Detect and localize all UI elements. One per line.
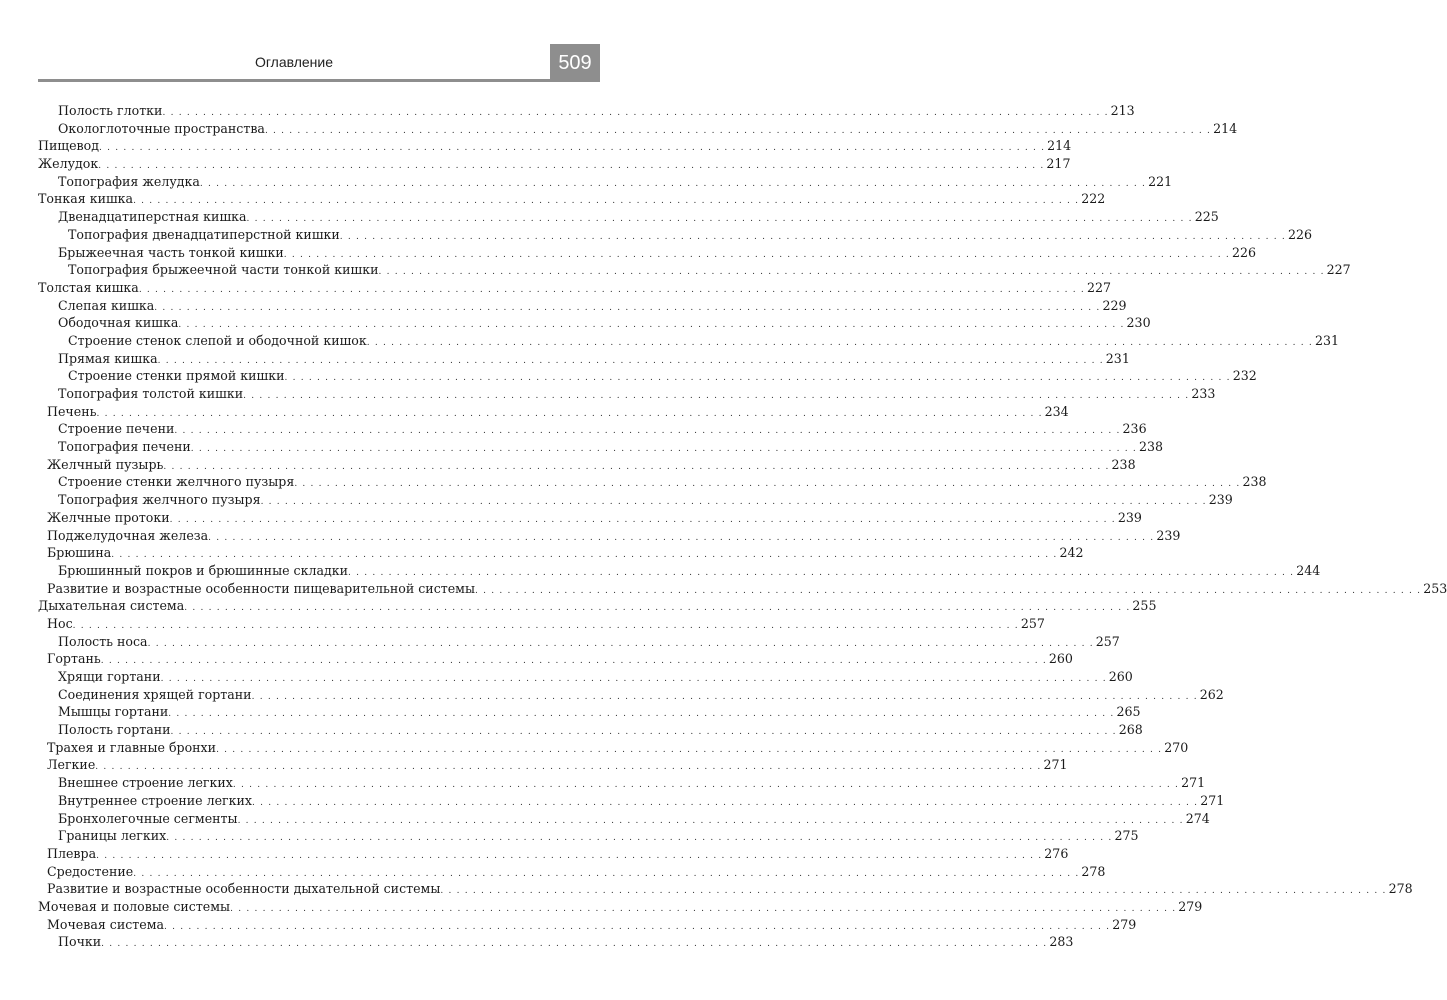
dot-leader xyxy=(95,756,1041,774)
dot-leader xyxy=(163,456,1109,474)
toc-entry-title: Печень xyxy=(47,403,97,419)
dot-leader xyxy=(162,102,1108,120)
toc-entry-page: 242 xyxy=(1059,545,1084,561)
toc-entry-title: Гортань xyxy=(47,651,101,667)
dot-leader xyxy=(284,244,1230,262)
toc-entry-page: 257 xyxy=(1020,615,1045,631)
toc-entry-page: 271 xyxy=(1200,792,1225,808)
toc-entry-title: Легкие xyxy=(47,757,96,773)
toc-entry-page: 260 xyxy=(1108,669,1133,684)
toc-entry-title: Полость глотки xyxy=(58,103,163,118)
page-header xyxy=(38,44,600,82)
toc-entry-title: Двенадцатиперстная кишка xyxy=(58,209,247,225)
toc-entry xyxy=(38,615,1045,633)
dot-leader xyxy=(154,297,1100,315)
toc-entry-page: 227 xyxy=(1326,262,1351,278)
toc-entry xyxy=(38,350,1130,368)
toc-entry xyxy=(38,155,1071,173)
toc-entry xyxy=(38,650,1073,668)
dot-leader xyxy=(200,173,1146,191)
toc-entry xyxy=(38,438,1163,456)
dot-leader xyxy=(208,527,1154,545)
toc-entry-title: Средостение xyxy=(47,863,134,879)
toc-entry-page: 271 xyxy=(1181,775,1206,791)
dot-leader xyxy=(96,403,1042,421)
dot-leader xyxy=(111,544,1057,562)
toc-entry xyxy=(38,597,1157,615)
toc-entry-page: 255 xyxy=(1132,598,1157,614)
dot-leader xyxy=(170,509,1116,527)
running-title: Оглавление xyxy=(254,54,334,70)
dot-leader xyxy=(139,279,1085,297)
toc-entry xyxy=(38,190,1106,208)
toc-entry-title: Брыжеечная часть тонкой кишки xyxy=(58,244,284,260)
toc-entry xyxy=(38,880,1413,898)
toc-entry-page: 278 xyxy=(1388,881,1413,897)
toc-entry-title: Внешнее строение легких xyxy=(58,775,233,791)
toc-entry-title: Мочевая система xyxy=(47,916,165,932)
toc-entry-title: Ободочная кишка xyxy=(58,315,179,331)
dot-leader xyxy=(238,810,1184,828)
toc-entry xyxy=(38,739,1189,757)
toc-entry-page: 236 xyxy=(1122,421,1147,437)
toc-entry-title: Брюшина xyxy=(47,545,112,561)
toc-entry xyxy=(38,863,1106,881)
toc-entry-page: 270 xyxy=(1164,739,1189,755)
toc-entry xyxy=(38,580,1447,598)
toc-entry-title: Мышцы гортани xyxy=(58,704,169,720)
toc-entry-title: Плевра xyxy=(47,845,97,861)
toc-entry xyxy=(38,810,1210,828)
toc-entry-title: Хрящи гортани xyxy=(58,669,161,684)
dot-leader xyxy=(171,721,1117,739)
toc-entry-title: Соединения хрящей гортани xyxy=(58,686,252,702)
toc-entry xyxy=(38,403,1069,421)
toc-entry-title: Строение стенок слепой и ободочной кишок xyxy=(68,332,367,348)
toc-entry xyxy=(38,756,1068,774)
dot-leader xyxy=(340,226,1286,244)
header-rule xyxy=(38,79,550,82)
toc-entry-page: 221 xyxy=(1148,173,1173,189)
toc-entry-page: 233 xyxy=(1191,386,1216,401)
dot-leader xyxy=(168,703,1114,721)
toc-entry xyxy=(38,721,1143,739)
toc-entry xyxy=(38,367,1257,385)
toc-entry-page: 231 xyxy=(1314,332,1339,348)
dot-leader xyxy=(148,633,1094,651)
dot-leader xyxy=(265,120,1211,138)
toc-entry-title: Внутреннее строение легких xyxy=(58,792,253,808)
toc-entry-page: 239 xyxy=(1156,527,1181,543)
dot-leader xyxy=(252,792,1198,810)
dot-leader xyxy=(252,686,1198,704)
toc-entry-page: 231 xyxy=(1105,350,1130,366)
toc-entry xyxy=(38,473,1267,491)
toc-entry-page: 217 xyxy=(1046,156,1071,172)
dot-leader xyxy=(161,668,1107,686)
toc-entry xyxy=(38,898,1203,916)
toc-entry-page: 239 xyxy=(1117,509,1142,525)
dot-leader xyxy=(440,880,1386,898)
dot-leader xyxy=(166,827,1112,845)
toc-entry-page: 214 xyxy=(1213,120,1238,136)
dot-leader xyxy=(230,898,1176,916)
dot-leader xyxy=(247,208,1193,226)
dot-leader xyxy=(184,597,1130,615)
toc-entry-page: 227 xyxy=(1087,279,1112,295)
toc-entry-page: 230 xyxy=(1126,315,1151,331)
dot-leader xyxy=(348,562,1294,580)
dot-leader xyxy=(101,933,1047,951)
dot-leader xyxy=(475,580,1421,598)
dot-leader xyxy=(243,385,1189,403)
toc-entry-title: Топография брыжеечной части тонкой кишки xyxy=(68,262,379,278)
dot-leader xyxy=(133,863,1079,881)
toc-entry-page: 222 xyxy=(1081,191,1106,207)
toc-entry xyxy=(38,244,1256,262)
toc-entry-page: 238 xyxy=(1242,474,1267,490)
toc-entry-title: Мочевая и половые системы xyxy=(38,898,231,914)
dot-leader xyxy=(98,155,1044,173)
dot-leader xyxy=(294,473,1240,491)
toc-entry xyxy=(38,120,1238,138)
dot-leader xyxy=(73,615,1019,633)
toc-entry-title: Прямая кишка xyxy=(58,350,158,366)
dot-leader xyxy=(191,438,1137,456)
toc-entry xyxy=(38,491,1233,509)
toc-entry-page: 276 xyxy=(1044,845,1069,861)
toc-entry xyxy=(38,792,1225,810)
toc-entry-title: Желудок xyxy=(38,156,99,172)
toc-entry xyxy=(38,385,1216,403)
toc-entry xyxy=(38,827,1139,845)
toc-entry-page: 274 xyxy=(1185,810,1210,826)
toc-entry xyxy=(38,261,1351,279)
toc-entry-page: 278 xyxy=(1081,863,1106,879)
toc-entry-page: 271 xyxy=(1043,757,1068,773)
toc-entry xyxy=(38,102,1135,120)
toc-entry xyxy=(38,774,1206,792)
toc-entry-title: Окологлоточные пространства xyxy=(58,120,265,136)
toc-entry-title: Топография печени xyxy=(58,439,191,455)
toc-entry-title: Топография двенадцатиперстной кишки xyxy=(68,226,340,242)
dot-leader xyxy=(178,314,1124,332)
toc-entry-title: Топография толстой кишки xyxy=(58,386,244,401)
toc-entry-title: Дыхательная система xyxy=(38,598,185,614)
dot-leader xyxy=(96,845,1042,863)
toc-entry xyxy=(38,509,1142,527)
toc-entry-title: Пищевод xyxy=(38,138,99,154)
toc-entry-title: Нос xyxy=(47,615,73,631)
toc-entry xyxy=(38,527,1181,545)
toc-entry xyxy=(38,173,1173,191)
dot-leader xyxy=(378,261,1324,279)
toc-entry xyxy=(38,226,1313,244)
toc-entry-title: Развитие и возрастные особенности дыхательной системы xyxy=(47,881,441,897)
toc-entry-title: Поджелудочная железа xyxy=(47,527,209,543)
toc-entry-title: Развитие и возрастные особенности пищеварительной системы xyxy=(47,580,475,596)
toc-entry-title: Слепая кишка xyxy=(58,297,155,313)
toc-entry-page: 213 xyxy=(1110,103,1135,118)
toc-entry xyxy=(38,668,1133,686)
dot-leader xyxy=(261,491,1207,509)
toc-entry-page: 238 xyxy=(1138,439,1163,455)
toc-entry-title: Толстая кишка xyxy=(38,279,139,295)
toc-entry-page: 275 xyxy=(1114,828,1139,844)
toc-entry xyxy=(38,562,1321,580)
dot-leader xyxy=(158,350,1104,368)
toc-entry xyxy=(38,314,1151,332)
toc-entry-title: Строение стенки желчного пузыря xyxy=(58,474,295,490)
toc-entry xyxy=(38,208,1219,226)
dot-leader xyxy=(99,137,1045,155)
toc-entry-page: 234 xyxy=(1044,403,1069,419)
toc-entry-page: 244 xyxy=(1296,562,1321,578)
page-number: 509 xyxy=(550,44,600,82)
toc-entry-title: Строение печени xyxy=(58,421,175,437)
dot-leader xyxy=(216,739,1162,757)
toc-entry-title: Трахея и главные бронхи xyxy=(47,739,217,755)
toc-entry xyxy=(38,420,1147,438)
toc-entry-title: Строение стенки прямой кишки xyxy=(68,368,285,384)
toc-entry-title: Брюшинный покров и брюшинные складки xyxy=(58,562,349,578)
dot-leader xyxy=(233,774,1179,792)
dot-leader xyxy=(285,367,1231,385)
toc-entry-page: 238 xyxy=(1111,456,1136,472)
toc-entry-page: 262 xyxy=(1199,686,1224,702)
toc-entry xyxy=(38,279,1112,297)
dot-leader xyxy=(101,650,1047,668)
table-of-contents xyxy=(38,102,1447,951)
dot-leader xyxy=(174,420,1120,438)
toc-entry-page: 214 xyxy=(1047,138,1072,154)
toc-entry-page: 226 xyxy=(1287,226,1313,242)
toc-entry-page: 232 xyxy=(1232,368,1257,384)
toc-entry-title: Топография желудка xyxy=(58,173,200,189)
toc-entry-page: 268 xyxy=(1118,722,1143,738)
toc-entry xyxy=(38,456,1136,474)
toc-entry xyxy=(38,845,1069,863)
toc-entry-page: 265 xyxy=(1116,704,1141,720)
toc-entry-page: 253 xyxy=(1423,580,1447,596)
toc-entry-page: 225 xyxy=(1194,209,1219,225)
toc-entry xyxy=(38,297,1127,315)
toc-entry xyxy=(38,703,1141,721)
toc-entry-page: 226 xyxy=(1231,244,1256,260)
toc-entry-page: 279 xyxy=(1178,898,1203,914)
toc-entry-title: Полость носа xyxy=(58,633,148,649)
dot-leader xyxy=(164,916,1110,934)
toc-entry xyxy=(38,633,1120,651)
toc-entry xyxy=(38,933,1074,951)
dot-leader xyxy=(133,190,1079,208)
toc-entry-title: Бронхолегочные сегменты xyxy=(58,810,238,826)
toc-entry-page: 283 xyxy=(1049,934,1074,950)
toc-entry-page: 257 xyxy=(1095,633,1120,649)
toc-entry-title: Почки xyxy=(58,934,102,950)
toc-entry-title: Границы легких xyxy=(58,828,167,844)
toc-entry xyxy=(38,332,1339,350)
toc-entry-page: 279 xyxy=(1112,916,1137,932)
toc-entry-page: 239 xyxy=(1208,492,1233,508)
toc-entry xyxy=(38,686,1224,704)
toc-entry-page: 260 xyxy=(1048,651,1073,667)
dot-leader xyxy=(367,332,1313,350)
toc-entry-title: Желчные протоки xyxy=(47,509,170,525)
toc-entry-title: Полость гортани xyxy=(58,722,171,738)
toc-entry-title: Тонкая кишка xyxy=(38,191,134,207)
toc-entry-title: Желчный пузырь xyxy=(47,456,164,472)
toc-entry-page: 229 xyxy=(1102,297,1127,313)
toc-entry xyxy=(38,916,1137,934)
toc-entry-title: Топография желчного пузыря xyxy=(58,492,261,508)
toc-entry xyxy=(38,544,1084,562)
toc-entry xyxy=(38,137,1072,155)
